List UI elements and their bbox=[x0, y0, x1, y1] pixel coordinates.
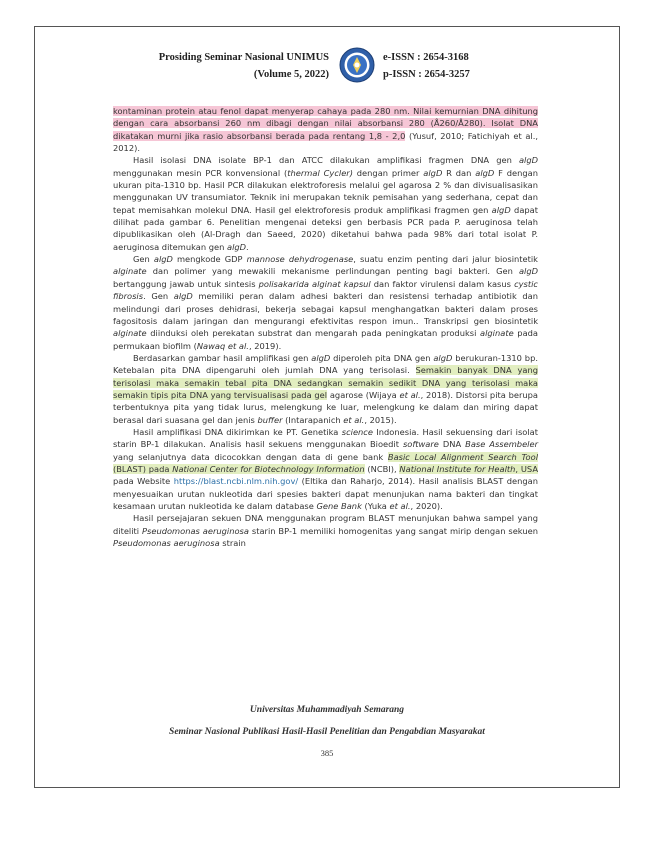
text-run: berukuran-1310 bp. Ketebalan pita DNA dipengaruhi oleh jumlah DNA yang terisolasi. bbox=[113, 352, 538, 376]
text-run: et al. bbox=[389, 501, 411, 511]
text-run: dapat dilihat pada gambar 6. Penelitian mengenai deteksi gen berbasis PCR pada P. aeruginosa telah dipublikasikan oleh (Al-Dragh dan Saeed, 2020) diketahui bahwa pada 98% dari total isolat P. aeruginosa ditemukan gen bbox=[113, 204, 539, 252]
text-run: polisakarida alginat kapsul bbox=[258, 278, 371, 289]
text-run: starin BP-1 memiliki homogenitas yang sangat mirip dengan sekuen bbox=[248, 525, 538, 536]
text-run: bertanggung jawab untuk sintesis bbox=[113, 278, 259, 289]
text-run: memiliki peran dalam adhesi bakteri dan resistensi terhadap antibiotik dan melindungi dari proses dehidrasi, bekerja sebagai kapsul menghangatkan bakteri dalam proses fagositosis dalam jaringan dan mengurangi efektivitas respon imun.. Transkripsi gen biosintetik bbox=[113, 291, 538, 326]
text-run: (Yusuf, 2010; Fatichiyah et al., 2012). bbox=[113, 130, 539, 154]
text-run: alginate bbox=[113, 328, 147, 339]
text-run: Basic Local Alignment Search Tool bbox=[387, 451, 538, 462]
text-run: algD bbox=[227, 241, 247, 252]
issn-block bbox=[383, 49, 470, 83]
text-run: dan polimer yang mewakili mekanisme perlindungan penting bagi bakteri. Gen bbox=[146, 266, 519, 277]
text-run: , 2015). bbox=[364, 414, 397, 425]
text-run: Base Assembeler bbox=[465, 439, 538, 450]
text-run: (Eltika dan Raharjo, 2014). Hasil analisis BLAST dengan menyesuaikan urutan nukleotida dari spesies bakteri dapat menunjukan nama bakteri dan tingkat kesamaan urutan nukleotida ke dalam database bbox=[113, 476, 538, 511]
text-run: , suatu enzim penting dari jalur biosintetik bbox=[353, 254, 538, 265]
text-run: (Intarapanich bbox=[282, 414, 344, 425]
text-run: algD bbox=[311, 352, 331, 363]
text-run: National Institute for Health bbox=[399, 463, 516, 474]
text-run: , 2018). Distorsi pita berupa terbentuknya pita yang tidak lurus, melengkung ke luar, melengkung ke dalam dan miring dapat berasal dari suasana gel dan jenis bbox=[113, 389, 538, 425]
text-run: (NCBI), bbox=[364, 463, 400, 474]
text-run: Berdasarkan gambar hasil amplifikasi gen bbox=[133, 352, 312, 363]
text-run: F dengan ukuran pita-1310 bp. Hasil PCR dilakukan elektroforesis melalui gel agarosa 2 % dan divisualisasikan menggunakan UV transumiator. Teknik ini merupakan teknik pemisahan yang sederhana, cepat dan tepat memisahkan molekul DNA. Hasil gel elektroforesis produk amplifikasi fragmen gen bbox=[113, 167, 538, 215]
paragraph bbox=[113, 105, 538, 154]
proceedings-name: Prosiding Seminar Nasional UNIMUS bbox=[158, 52, 329, 63]
text-run: dengan primer bbox=[352, 167, 424, 178]
p-issn: p-ISSN : 2654-3257 bbox=[383, 69, 470, 80]
text-run: software bbox=[402, 439, 439, 450]
paper-page bbox=[34, 26, 620, 788]
text-run: Hasil persejajaran sekuen DNA menggunakan program BLAST menunjukan bahwa sampel yang diteliti bbox=[113, 513, 538, 536]
text-run: menggunakan mesin PCR konvensional ( bbox=[113, 167, 288, 178]
text-run: yang selanjutnya data dicocokkan dengan data di gene bank bbox=[113, 451, 388, 462]
text-run: pada permukaan biofilm ( bbox=[113, 328, 538, 351]
text-run: Gen bbox=[133, 254, 154, 265]
text-run: algD bbox=[491, 204, 511, 215]
text-run: kontaminan protein atau fenol dapat menyerap cahaya pada 280 nm. Nilai kemurnian DNA dihitung dengan cara absorbansi 260 nm dibagi dengan nilai absorbansi 280 (Å260/Å280). Isolat DNA dikatakan murni jika rasio absorbansi berada pada rentang 1,8 - 2,0 bbox=[113, 106, 538, 141]
text-run: Pseudomonas aeruginosa bbox=[113, 538, 220, 549]
text-run: . bbox=[246, 241, 249, 252]
text-run: strain bbox=[219, 538, 246, 549]
text-run: Indonesia. Hasil sekuensing dari isolat starin BP-1 dilakukan. Analisis hasil sekuens menggunakan Bioedit bbox=[113, 426, 538, 450]
website-link[interactable]: https://blast.ncbi.nlm.nih.gov/ bbox=[173, 476, 299, 487]
text-run: dan faktor virulensi dalam kasus bbox=[370, 278, 515, 289]
paragraph bbox=[113, 426, 538, 512]
text-run: cystic fibrosis bbox=[113, 278, 538, 302]
text-run: , 2020). bbox=[410, 501, 443, 511]
text-run: DNA bbox=[438, 439, 466, 450]
text-run: mengkode GDP bbox=[172, 254, 247, 265]
text-run: et al. bbox=[399, 389, 421, 400]
text-run: (Yuka bbox=[361, 501, 390, 511]
text-run: , USA bbox=[515, 463, 539, 474]
text-run: algD bbox=[518, 155, 538, 166]
text-run: Nawaq et al. bbox=[196, 340, 249, 351]
text-run: . Gen bbox=[143, 291, 174, 302]
text-run: (BLAST) pada bbox=[113, 463, 173, 474]
university-name: Universitas Muhammadiyah Semarang bbox=[249, 705, 405, 715]
unimus-logo-icon bbox=[339, 47, 375, 83]
text-run: alginate bbox=[113, 266, 147, 277]
text-run: buffer bbox=[257, 414, 283, 425]
text-run: pada Website bbox=[113, 476, 174, 487]
seminar-name: Seminar Nasional Publikasi Hasil-Hasil Penelitian dan Pengabdian Masyarakat bbox=[169, 727, 485, 737]
text-run: agarose (Wijaya bbox=[327, 389, 400, 400]
text-run: Hasil isolasi DNA isolate BP-1 dan ATCC dilakukan amplifikasi fragmen DNA gen bbox=[133, 155, 519, 166]
text-run: mannose dehydrogenase bbox=[246, 254, 354, 265]
proceedings-title bbox=[159, 49, 329, 83]
text-run: Hasil amplifikasi DNA dikirimkan ke PT. Genetika bbox=[133, 426, 342, 437]
text-run: Gene Bank bbox=[316, 501, 362, 511]
e-issn: e-ISSN : 2654-3168 bbox=[383, 52, 469, 63]
text-run: diperoleh pita DNA gen bbox=[330, 352, 434, 363]
text-run: science bbox=[341, 426, 373, 437]
text-run: National Center for Biotechnology Information bbox=[172, 463, 365, 474]
page-number: 385 bbox=[320, 748, 334, 758]
text-run: algD bbox=[173, 291, 193, 302]
paragraph bbox=[113, 253, 538, 352]
text-run: Semakin banyak DNA yang terisolasi maka semakin tebal pita DNA sedangkan semakin sedikit DNA yang terisolasi maka semakin tipis pita DNA yang tervisualisasi pada gel bbox=[113, 365, 538, 400]
page-footer bbox=[35, 703, 619, 759]
paragraph bbox=[113, 154, 538, 253]
text-run: algD bbox=[153, 254, 173, 265]
text-run: algD bbox=[518, 266, 538, 277]
text-run: alginate bbox=[480, 328, 514, 339]
text-run: algD bbox=[433, 352, 453, 363]
text-run: Pseudomonas aeruginosa bbox=[142, 525, 249, 536]
body-text bbox=[113, 105, 538, 549]
text-run: algD bbox=[423, 167, 443, 178]
text-run: thermal Cycler) bbox=[287, 167, 353, 178]
text-run: R dan bbox=[442, 167, 476, 178]
proceedings-volume: (Volume 5, 2022) bbox=[253, 69, 329, 80]
page-header bbox=[35, 41, 619, 93]
text-run: diinduksi oleh perekatan substrat dan mengarah pada peningkatan produksi bbox=[146, 328, 481, 339]
paragraph bbox=[113, 352, 538, 426]
text-run: algD bbox=[475, 167, 495, 178]
text-run: , 2019). bbox=[248, 340, 282, 351]
text-run: et al. bbox=[343, 414, 365, 425]
paragraph bbox=[113, 512, 538, 549]
